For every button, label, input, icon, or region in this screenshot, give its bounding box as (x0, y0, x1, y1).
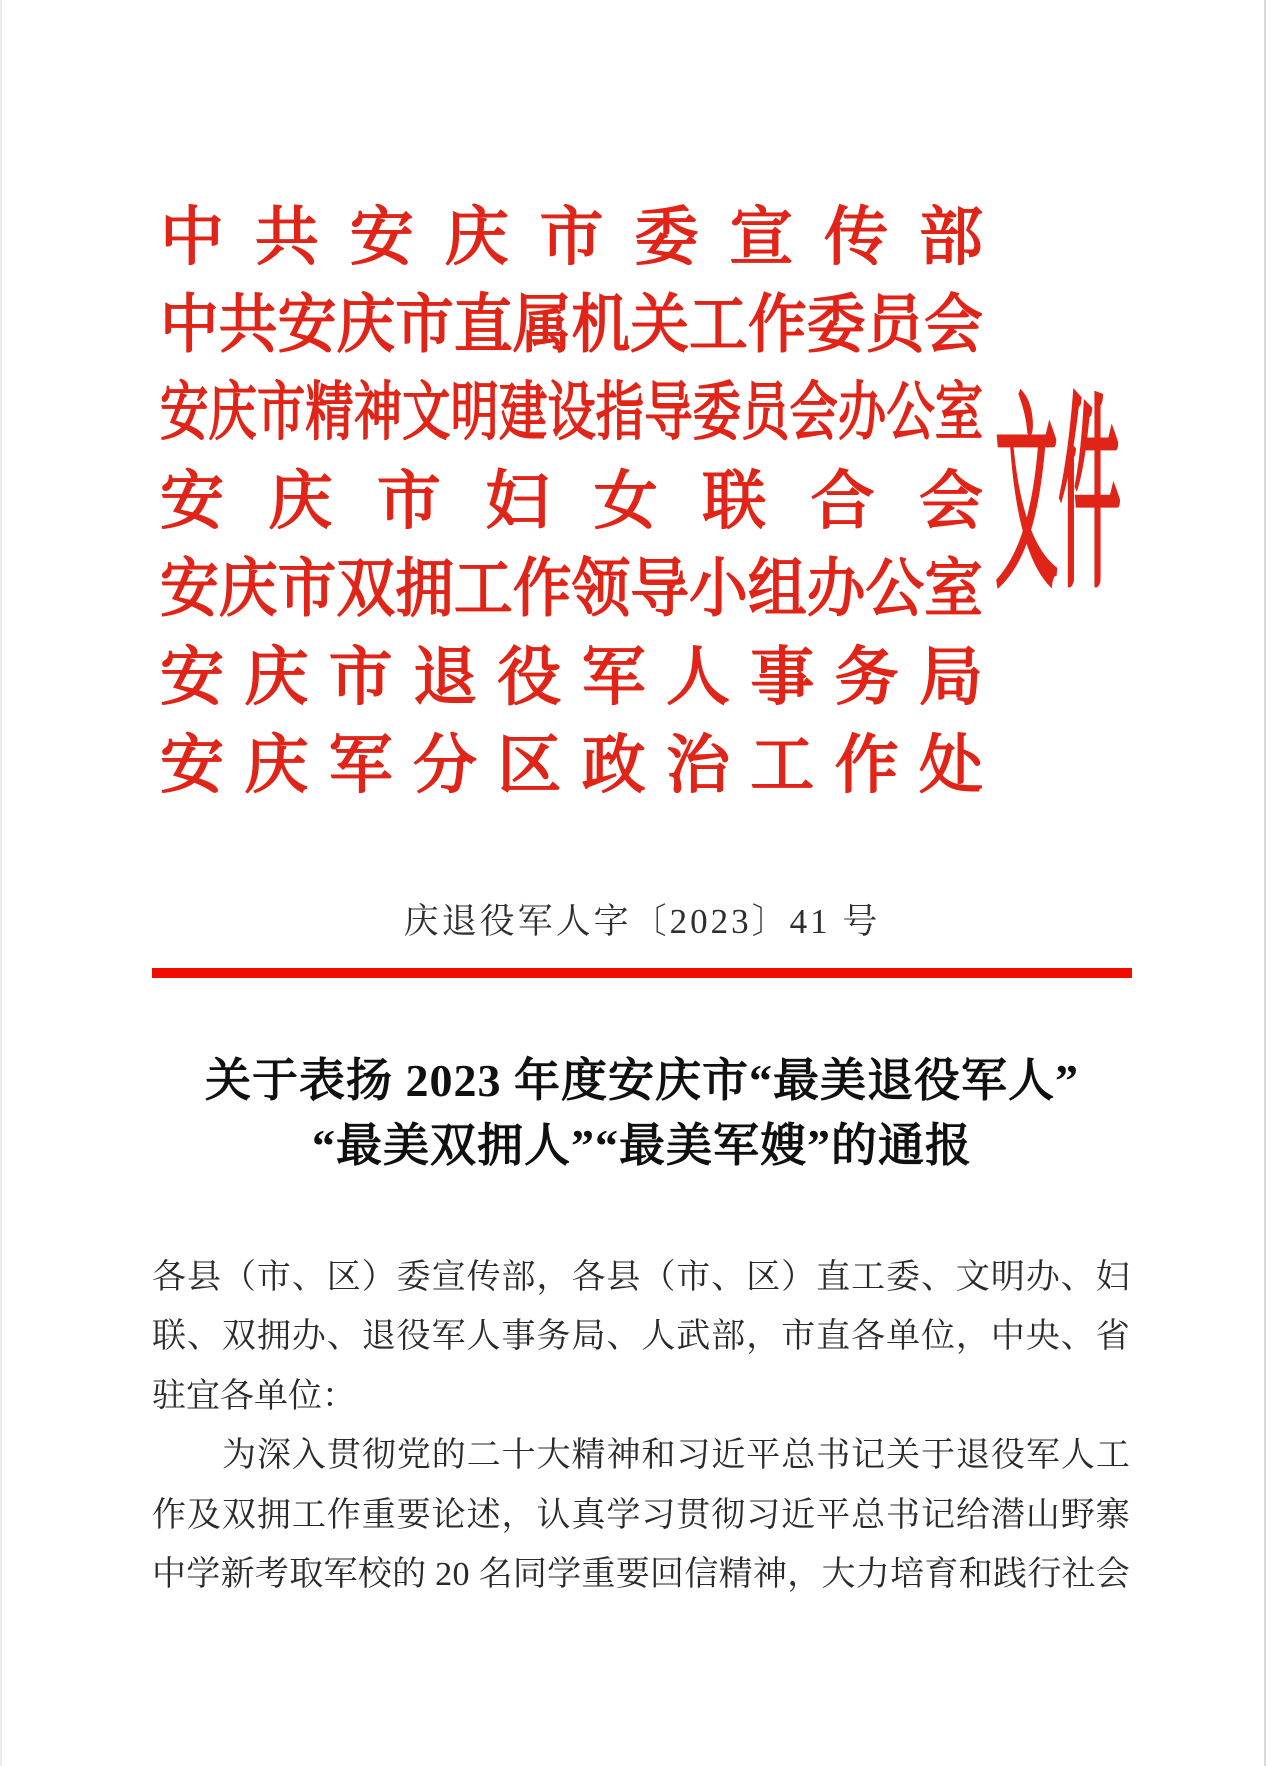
org-line-1: 中 共 安 庆 市 委 宣 传 部 (160, 202, 983, 273)
body-line-3: 驻宜各单位： (152, 1377, 356, 1415)
body-line-2: 联 、 双 拥 办 、 退 役 军 人 事 务 局 、 人 武 部 ， 市 直 各 单 位 ， 中 央 、 省 (152, 1318, 1130, 1356)
org-line-7: 安 庆 军 分 区 政 治 工 作 处 (160, 730, 983, 801)
title-line-1: 关于表扬 2023 年度安庆市“最美退役军人” (205, 1055, 1079, 1106)
org-line-5: 安 庆 市 双 拥 工 作 领 导 小 组 办 公 室 (160, 553, 983, 625)
document-title (0, 1048, 1284, 1178)
org-line-4: 安 庆 市 妇 女 联 合 会 (160, 466, 983, 537)
title-line-2: “最美双拥人”“最美军嫂”的通报 (312, 1120, 972, 1171)
org-name-block (160, 194, 983, 810)
page-right-edge (1264, 0, 1266, 1766)
body-line-6: 中 学 新 考 取 军 校 的 2 0 名 同 学 重 要 回 信 精 神 ， 大 力 培 育 和 践 行 社 会 (152, 1556, 1130, 1594)
body-line-4: 为 深 入 贯 彻 党 的 二 十 大 精 神 和 习 近 平 总 书 记 关 于 退 役 军 人 工 (222, 1437, 1130, 1475)
org-line-3: 安 庆 市 精 神 文 明 建 设 指 导 委 员 会 办 公 室 (160, 378, 984, 449)
red-divider-rule (152, 968, 1132, 978)
body-line-5: 作 及 双 拥 工 作 重 要 论 述 ， 认 真 学 习 贯 彻 习 近 平 总 书 记 给 潜 山 野 寨 (152, 1496, 1130, 1534)
org-line-2: 中 共 安 庆 市 直 属 机 关 工 作 委 员 会 (160, 289, 983, 361)
document-body (152, 1248, 1130, 1605)
file-label: 文件 (995, 382, 1122, 614)
page-left-edge (0, 0, 2, 1766)
doc-number: 庆退役军人字〔2023〕41 号 (403, 902, 881, 941)
body-line-1: 各 县 （ 市 、 区 ） 委 宣 传 部 ， 各 县 （ 市 、 区 ） 直 工 委 、 文 明 办 、 妇 (152, 1258, 1130, 1296)
org-line-6: 安 庆 市 退 役 军 人 事 务 局 (160, 642, 983, 713)
